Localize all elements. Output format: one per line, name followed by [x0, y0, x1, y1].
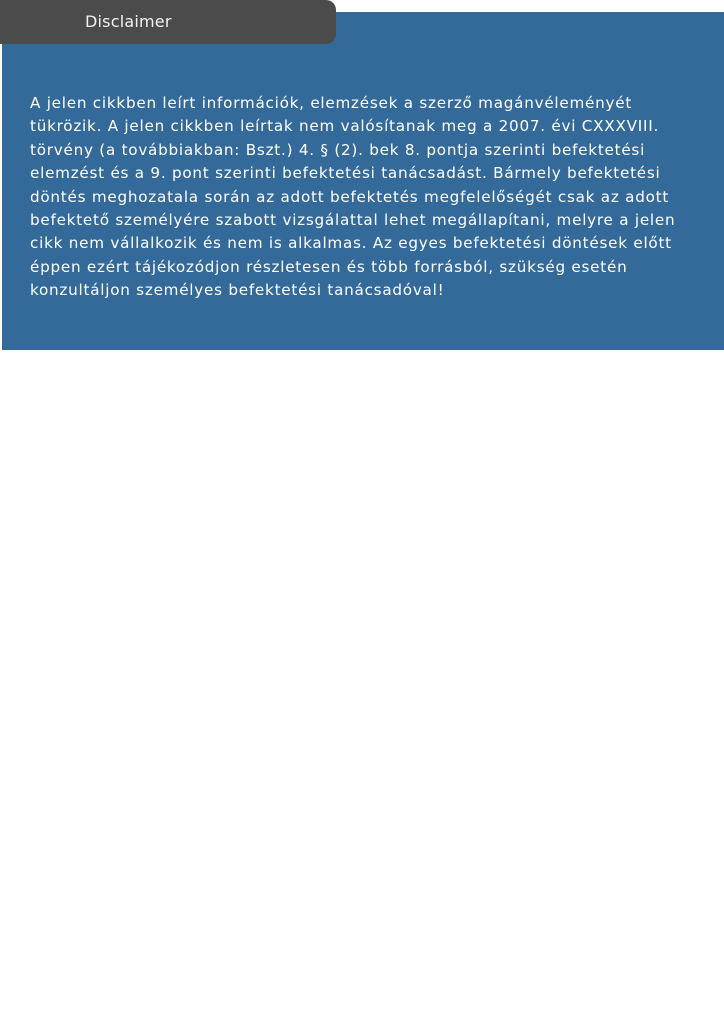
disclaimer-tab-label: Disclaimer — [85, 12, 172, 31]
disclaimer-text: A jelen cikkben leírt információk, elemzések a szerző magánvéleményét tükrözik. A jelen cikkben leírtak nem valósítanak meg a 2007. évi CXXXVIII. törvény (a továbbiakban: Bszt.) 4. § (2). bek 8. pontja szerinti befektetési elemzést és a 9. pont szerinti befektetési tanácsadást. Bármely befektetési döntés meghozatala során az adott befektetés megfelelőségét csak az adott befektető személyére szabott vizsgálattal lehet megállapítani, melyre a jelen cikk nem vállalkozik és nem is alkalmas. Az egyes befektetési döntések előtt éppen ezért tájékozódjon részletesen és több forrásból, szükség esetén konzultáljon személyes befektetési tanácsadóval! — [30, 94, 676, 300]
disclaimer-tab — [0, 0, 336, 44]
disclaimer-panel — [2, 12, 724, 350]
